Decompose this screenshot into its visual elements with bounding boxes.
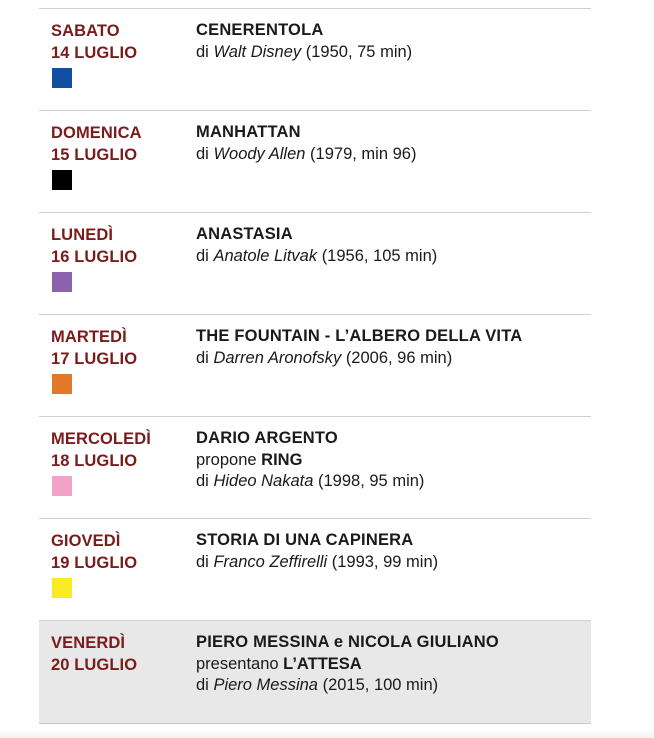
film-info [196,530,438,573]
film-title: CENERENTOLA [196,21,324,39]
film-details: (1998, 95 min) [318,472,425,490]
color-swatch [52,68,72,88]
day-date: 16 LUGLIO [51,248,138,266]
presented-film-title: RING [261,450,303,469]
by-label: di [196,144,209,163]
screening-row [39,417,591,519]
director-name: Woody Allen [213,144,306,163]
film-title: PIERO MESSINA e NICOLA GIULIANO [196,633,499,651]
film-title: THE FOUNTAIN - L’ALBERO DELLA VITA [196,327,523,345]
color-swatch [52,170,72,190]
film-info [196,428,424,493]
screening-schedule [39,8,591,724]
by-label: di [196,552,209,571]
presented-film-title: L’ATTESA [283,654,362,673]
screening-row [39,213,591,315]
screening-date [51,122,142,166]
film-presents [196,450,424,472]
director-name: Piero Messina [213,676,318,694]
screening-row [39,111,591,213]
film-title: ANASTASIA [196,225,293,243]
film-details: (1979, min 96) [310,144,417,163]
day-name: MERCOLEDÌ [51,430,151,448]
film-presents [196,654,499,676]
film-credits [196,42,412,64]
film-credits [196,675,499,697]
film-details: (2006, 96 min) [345,348,453,367]
color-swatch [52,374,72,394]
film-credits [196,348,522,370]
film-details: (1956, 105 min) [321,246,438,265]
screening-row [39,519,591,621]
day-date: 14 LUGLIO [51,44,138,62]
presents-label: propone [196,450,257,469]
film-title: MANHATTAN [196,123,301,141]
film-info [196,20,412,63]
director-name: Hideo Nakata [213,472,314,490]
screening-row [39,9,591,111]
film-details: (2015, 100 min) [322,676,439,694]
by-label: di [196,348,209,367]
film-details: (1950, 75 min) [305,42,413,61]
by-label: di [196,472,209,490]
day-date: 20 LUGLIO [51,656,138,674]
color-swatch [52,578,72,598]
film-info [196,326,522,369]
film-credits [196,552,438,574]
screening-row-highlighted [39,621,591,724]
day-date: 19 LUGLIO [51,554,138,572]
day-name: SABATO [51,22,120,40]
presents-label: presentano [196,654,279,673]
screening-date [51,428,151,472]
screening-date [51,530,137,574]
screening-date [51,632,137,676]
color-swatch [52,476,72,496]
film-credits [196,246,437,268]
film-credits [196,471,424,493]
director-name: Darren Aronofsky [213,348,342,367]
film-credits [196,144,416,166]
day-name: LUNEDÌ [51,226,114,244]
screening-row [39,315,591,417]
director-name: Walt Disney [213,42,302,61]
screening-date [51,20,137,64]
film-title: DARIO ARGENTO [196,429,338,447]
day-date: 18 LUGLIO [51,452,138,470]
film-title: STORIA DI UNA CAPINERA [196,531,414,549]
day-name: GIOVEDÌ [51,532,121,550]
day-name: VENERDÌ [51,634,126,652]
day-date: 17 LUGLIO [51,350,138,368]
film-info [196,122,416,165]
day-date: 15 LUGLIO [51,146,138,164]
bottom-fade [0,730,654,738]
film-info [196,224,437,267]
screening-date [51,224,137,268]
director-name: Franco Zeffirelli [213,552,328,571]
film-details: (1993, 99 min) [331,552,439,571]
day-name: DOMENICA [51,124,142,142]
by-label: di [196,246,209,265]
screening-date [51,326,137,370]
director-name: Anatole Litvak [213,246,318,265]
by-label: di [196,42,209,61]
film-info [196,632,499,697]
by-label: di [196,676,209,694]
color-swatch [52,272,72,292]
day-name: MARTEDÌ [51,328,127,346]
